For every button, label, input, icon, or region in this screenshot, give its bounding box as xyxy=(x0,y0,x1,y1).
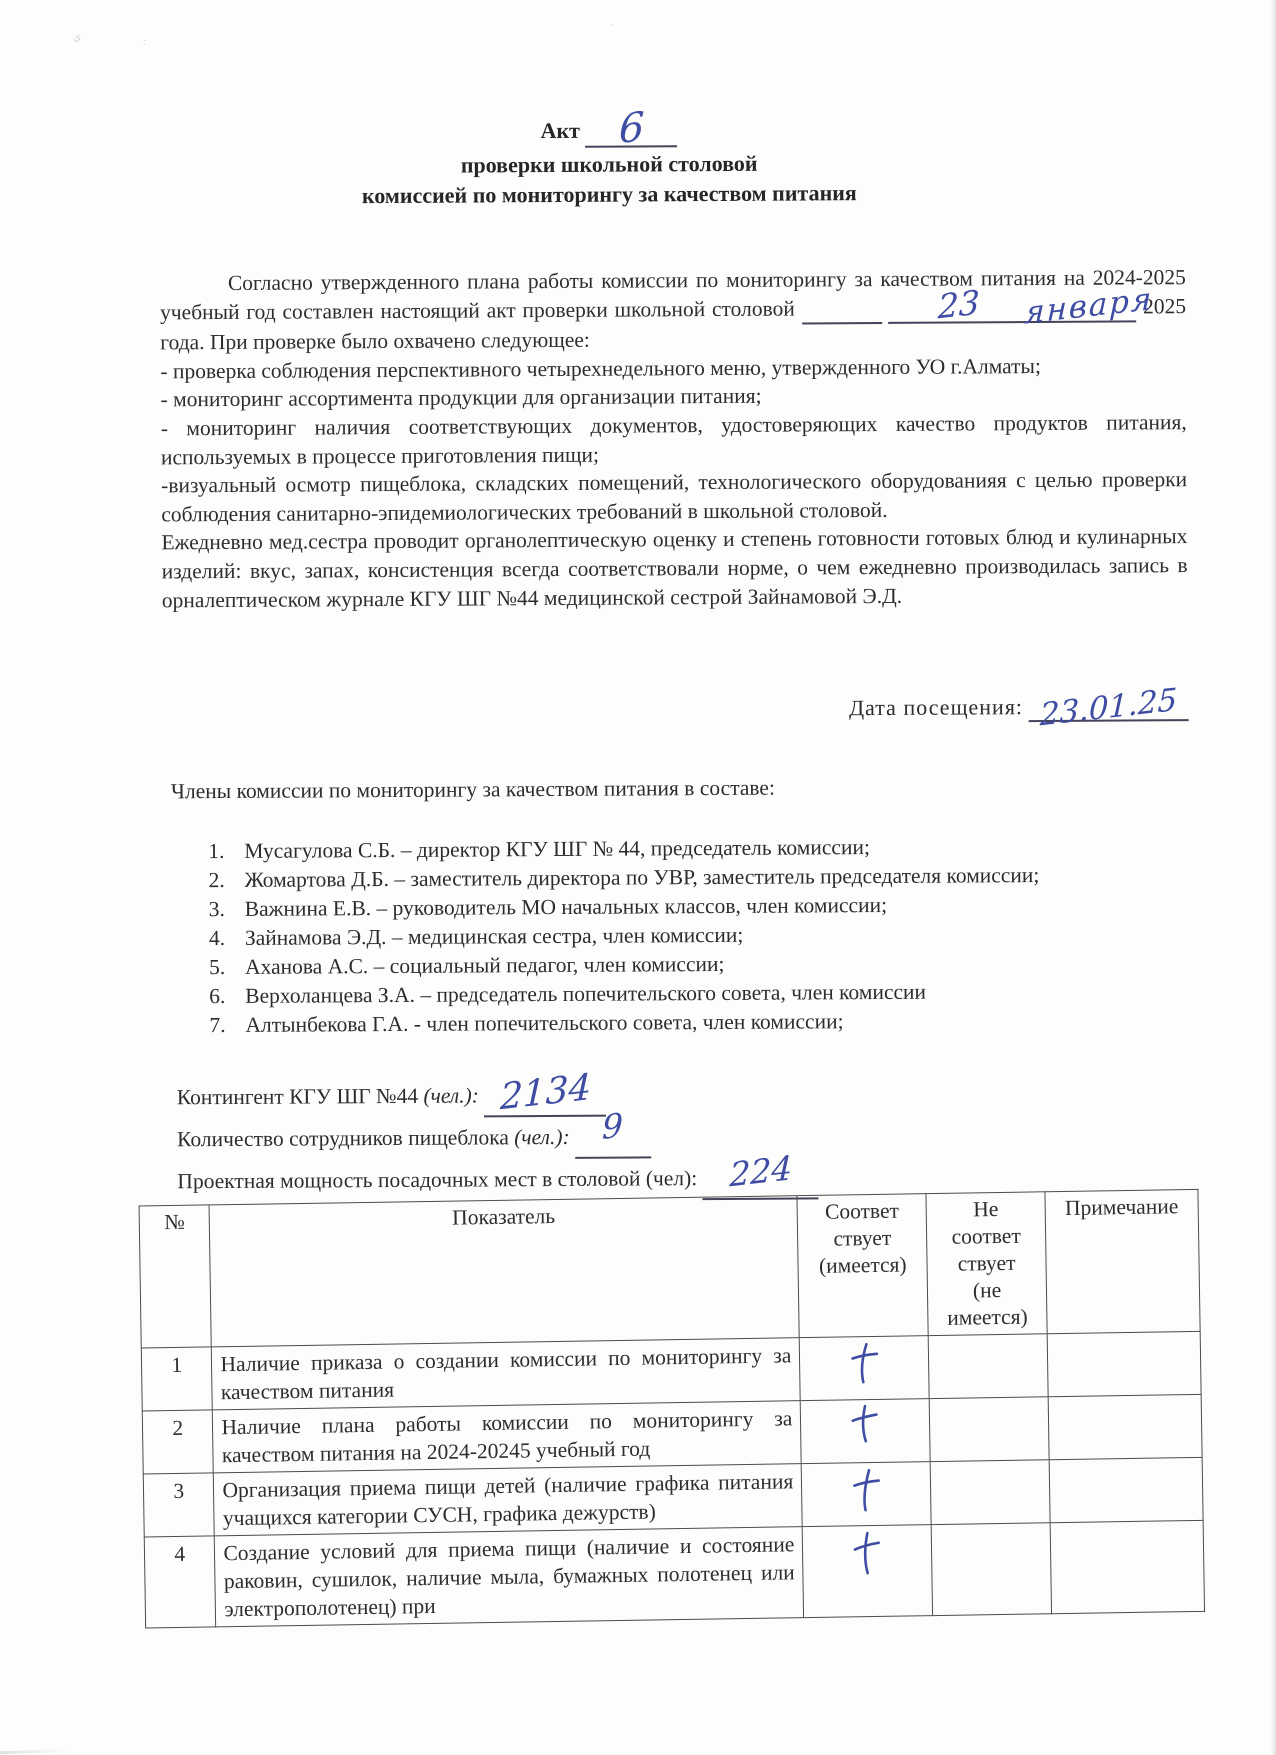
member-text: Мусагулова С.Б. – директор КГУ ШГ № 44, председатель комиссии; xyxy=(244,835,870,863)
member-number: 2. xyxy=(208,868,225,893)
header-no-match: Не соответ ствует (не имеется) xyxy=(926,1192,1047,1336)
member-number: 4. xyxy=(208,926,226,951)
stat-capacity-handwritten: 224 xyxy=(728,1148,793,1195)
header-number: № xyxy=(139,1205,212,1348)
member-text: Важнина Е.В. – руководитель МО начальных классов, член комиссии; xyxy=(244,892,888,921)
header-match: Соответ ствует (имеется) xyxy=(797,1194,928,1338)
header-note: Примечание xyxy=(1045,1189,1200,1333)
check-mark-icon xyxy=(847,1339,882,1394)
row-note-cell xyxy=(1048,1394,1202,1459)
intro-paragraph xyxy=(160,263,1187,357)
check-mark-icon xyxy=(850,1529,884,1585)
scan-artifact: : xyxy=(143,36,147,48)
scope-item: - мониторинг наличия соответствующих документов, удостоверяющих качество продуктов питания, используемых в процессе приготовления пищи; xyxy=(160,410,1187,469)
row-note-cell xyxy=(1050,1520,1204,1613)
visit-date-label: Дата посещения: xyxy=(848,694,1024,721)
member-item xyxy=(209,890,1124,924)
row-number: 3 xyxy=(143,1473,214,1537)
member-item xyxy=(208,832,1123,866)
member-item xyxy=(209,948,1124,982)
row-match-cell xyxy=(801,1399,931,1464)
stat-label: Проектная мощность посадочных мест в столовой xyxy=(177,1166,641,1194)
scan-artifact: '' xyxy=(610,22,614,34)
member-text: Аханова А.С. – социальный педагог, член комиссии; xyxy=(245,951,725,979)
row-indicator: Наличие приказа о создании комиссии по мониторингу за качеством питания xyxy=(212,1338,801,1410)
act-number-handwritten: 6 xyxy=(618,103,645,154)
check-mark-icon xyxy=(848,1402,882,1453)
scope-item: -визуальный осмотр пищеблока, складских помещений, технологического оборудованияя с целью проверки соблюдения санитарно-эпидемиологических требований в школьной столовой. xyxy=(161,467,1188,527)
row-number: 1 xyxy=(141,1347,212,1411)
member-text: Верхоланцева З.А. – председатель попечительского совета, член комиссии xyxy=(245,979,927,1008)
member-item xyxy=(209,977,1124,1011)
visit-month-field xyxy=(888,280,1155,332)
scan-artifact: ي xyxy=(70,30,83,44)
row-number: 4 xyxy=(144,1536,216,1628)
stat-line-staff xyxy=(177,1105,1177,1161)
title-line2: проверки школьной столовой xyxy=(460,150,758,178)
row-number: 2 xyxy=(142,1410,213,1474)
inspection-table xyxy=(139,1189,1206,1629)
act-number-field xyxy=(585,103,677,154)
row-indicator: Наличие плана работы комиссии по мониторингу за качеством питания на 2024-20245 учебный год xyxy=(213,1401,802,1473)
member-number: 7. xyxy=(209,1013,226,1038)
member-number: 1. xyxy=(208,839,225,864)
row-no-match-cell xyxy=(928,1334,1048,1399)
row-match-cell xyxy=(802,1525,932,1618)
act-label: Акт xyxy=(540,117,580,144)
member-number: 5. xyxy=(209,955,226,980)
visit-date-line xyxy=(162,681,1188,734)
row-note-cell xyxy=(1049,1457,1203,1522)
title-act-line xyxy=(159,103,1059,154)
stat-staff-field xyxy=(575,1105,651,1158)
stat-capacity-field xyxy=(702,1148,818,1200)
row-no-match-cell xyxy=(930,1460,1050,1525)
title-line3: комиссией по мониторингу за качеством питания xyxy=(361,180,857,209)
member-number: 3. xyxy=(208,897,225,922)
daily-note-paragraph: Ежедневно мед.сестра проводит органолептическую оценку и степень готовности готовых блюд и кулинарных изделий: вкус, запах, консистенция всегда соответствовали норме, о чем ежедневно производилась запись в орналептическом журнале КГУ ШГ №44 медицинской сестрой Зайнамовой Э.Д. xyxy=(161,524,1188,612)
stats-block xyxy=(176,1066,1178,1203)
row-no-match-cell xyxy=(929,1397,1049,1462)
intro-text-after: 2025 года. При проверке было охвачено следующее: xyxy=(160,293,1187,355)
row-note-cell xyxy=(1047,1331,1201,1396)
visit-date-handwritten: 23.01.25 xyxy=(1039,681,1178,734)
visit-month-handwritten: января xyxy=(1024,280,1155,332)
visit-day-field xyxy=(801,282,980,327)
members-heading: Члены комиссии по мониторингу за качеством питания в составе: xyxy=(170,775,775,804)
row-match-cell xyxy=(800,1336,930,1401)
visit-date-field xyxy=(1028,681,1188,734)
member-item xyxy=(209,919,1124,953)
scope-item: - проверка соблюдения перспективного четырехнедельного меню, утвержденного УО г.Алматы; xyxy=(160,353,1041,384)
scope-item: - мониторинг ассортимента продукции для организации питания; xyxy=(160,384,762,412)
check-mark-icon xyxy=(849,1466,883,1522)
intro-text-before: Согласно утвержденного плана работы комиссии по мониторингу за качеством питания на 2024-2025 учебный год составлен настоящий акт проверки школьной столовой xyxy=(160,265,1186,324)
member-number: 6. xyxy=(209,984,226,1009)
row-no-match-cell xyxy=(931,1523,1051,1616)
stat-unit: (чел.): xyxy=(423,1083,479,1108)
stat-staff-handwritten: 9 xyxy=(602,1105,625,1147)
stat-label: Количество сотрудников пищеблока xyxy=(177,1125,509,1152)
stat-line-contingent xyxy=(176,1066,1177,1119)
member-item xyxy=(209,1006,1124,1040)
document-title xyxy=(159,103,1060,212)
member-text: Жомартова Д.Б. – заместитель директора по УВР, заместитель председателя комиссии; xyxy=(244,863,1040,892)
stat-contingent-handwritten: 2134 xyxy=(499,1066,592,1119)
stat-unit: (чел.): xyxy=(514,1124,570,1150)
stat-unit: (чел): xyxy=(645,1166,698,1191)
member-text: Зайнамова Э.Д. – медицинская сестра, член комиссии; xyxy=(244,922,744,950)
members-list xyxy=(208,832,1124,1041)
header-indicator: Показатель xyxy=(209,1196,799,1347)
row-indicator: Организация приема пищи детей (наличие графика питания учащихся категории СУСН, графика дежурств) xyxy=(214,1464,803,1536)
stat-contingent-field xyxy=(484,1066,606,1119)
row-match-cell xyxy=(801,1462,931,1527)
row-indicator: Создание условий для приема пищи (наличие и состояние раковин, сушилок, наличие мыла, бумажных полотенец или электрополотенец) при xyxy=(215,1527,804,1627)
table-header-row xyxy=(139,1189,1200,1348)
member-text: Алтынбекова Г.А. - член попечительского совета, член комиссии; xyxy=(245,1009,844,1037)
document-body xyxy=(160,263,1188,614)
stat-label: Контингент КГУ ШГ №44 xyxy=(176,1083,419,1110)
visit-day-handwritten: 23 xyxy=(936,282,980,327)
member-item xyxy=(208,861,1123,895)
table-row xyxy=(144,1520,1204,1628)
scan-edge-artifact xyxy=(0,1749,70,1754)
scan-edge-shadow xyxy=(1270,0,1276,1755)
